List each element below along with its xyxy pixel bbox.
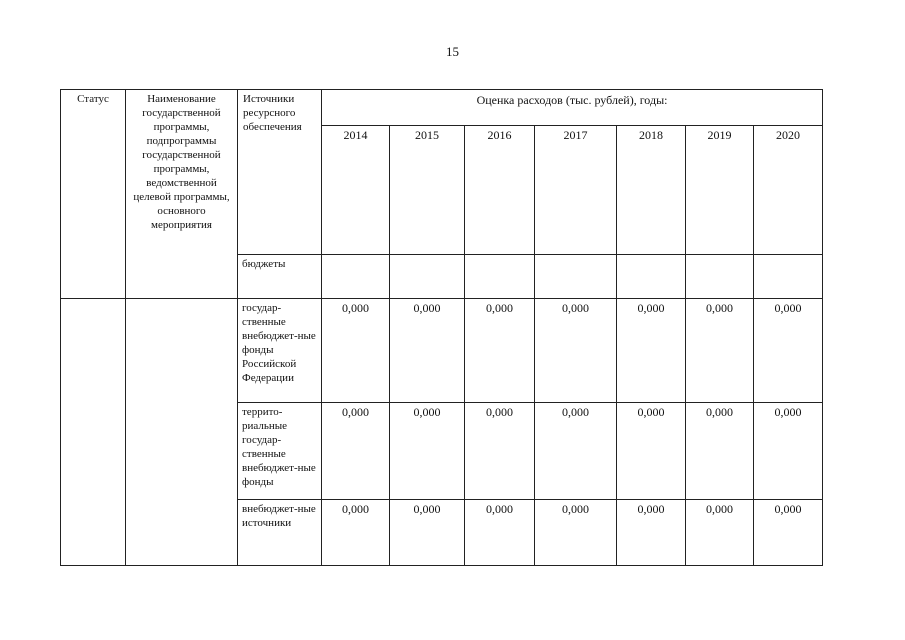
source-cell: бюджеты	[238, 255, 322, 299]
program-name-cell	[126, 299, 238, 566]
value-cell: 0,000	[686, 500, 754, 566]
source-cell: террито-риальные государ-ственные внебюджет-ные фонды	[238, 403, 322, 500]
value-cell	[322, 255, 390, 299]
source-cell: внебюджет-ные источники	[238, 500, 322, 566]
value-cell: 0,000	[754, 500, 823, 566]
value-cell: 0,000	[390, 299, 465, 403]
value-cell	[686, 255, 754, 299]
value-cell	[390, 255, 465, 299]
year-header: 2016	[465, 126, 535, 255]
value-cell: 0,000	[617, 299, 686, 403]
year-header: 2019	[686, 126, 754, 255]
value-cell: 0,000	[390, 500, 465, 566]
header-program-name: Наименование государственной программы, подпрограммы государственной программы, ведомственной целевой программы, основного мероприятия	[126, 90, 238, 299]
value-cell	[617, 255, 686, 299]
value-cell: 0,000	[322, 403, 390, 500]
year-header: 2018	[617, 126, 686, 255]
value-cell: 0,000	[390, 403, 465, 500]
value-cell	[535, 255, 617, 299]
value-cell	[465, 255, 535, 299]
header-cost-estimate: Оценка расходов (тыс. рублей), годы:	[322, 90, 823, 126]
value-cell: 0,000	[754, 299, 823, 403]
header-sources: Источники ресурсного обеспечения	[238, 90, 322, 255]
budget-table	[60, 89, 823, 566]
value-cell: 0,000	[617, 500, 686, 566]
value-cell: 0,000	[322, 500, 390, 566]
value-cell: 0,000	[465, 500, 535, 566]
value-cell: 0,000	[465, 299, 535, 403]
year-header: 2020	[754, 126, 823, 255]
header-status: Статус	[61, 90, 126, 299]
value-cell: 0,000	[535, 403, 617, 500]
page-number: 15	[446, 44, 459, 59]
year-header: 2014	[322, 126, 390, 255]
value-cell: 0,000	[617, 403, 686, 500]
status-cell	[61, 299, 126, 566]
value-cell	[754, 255, 823, 299]
value-cell: 0,000	[686, 299, 754, 403]
value-cell: 0,000	[465, 403, 535, 500]
year-header: 2017	[535, 126, 617, 255]
year-header: 2015	[390, 126, 465, 255]
table-row	[61, 299, 823, 403]
source-cell: государ-ственные внебюджет-ные фонды Российской Федерации	[238, 299, 322, 403]
value-cell: 0,000	[754, 403, 823, 500]
value-cell: 0,000	[535, 299, 617, 403]
header-row	[61, 90, 823, 126]
value-cell: 0,000	[535, 500, 617, 566]
value-cell: 0,000	[322, 299, 390, 403]
value-cell: 0,000	[686, 403, 754, 500]
